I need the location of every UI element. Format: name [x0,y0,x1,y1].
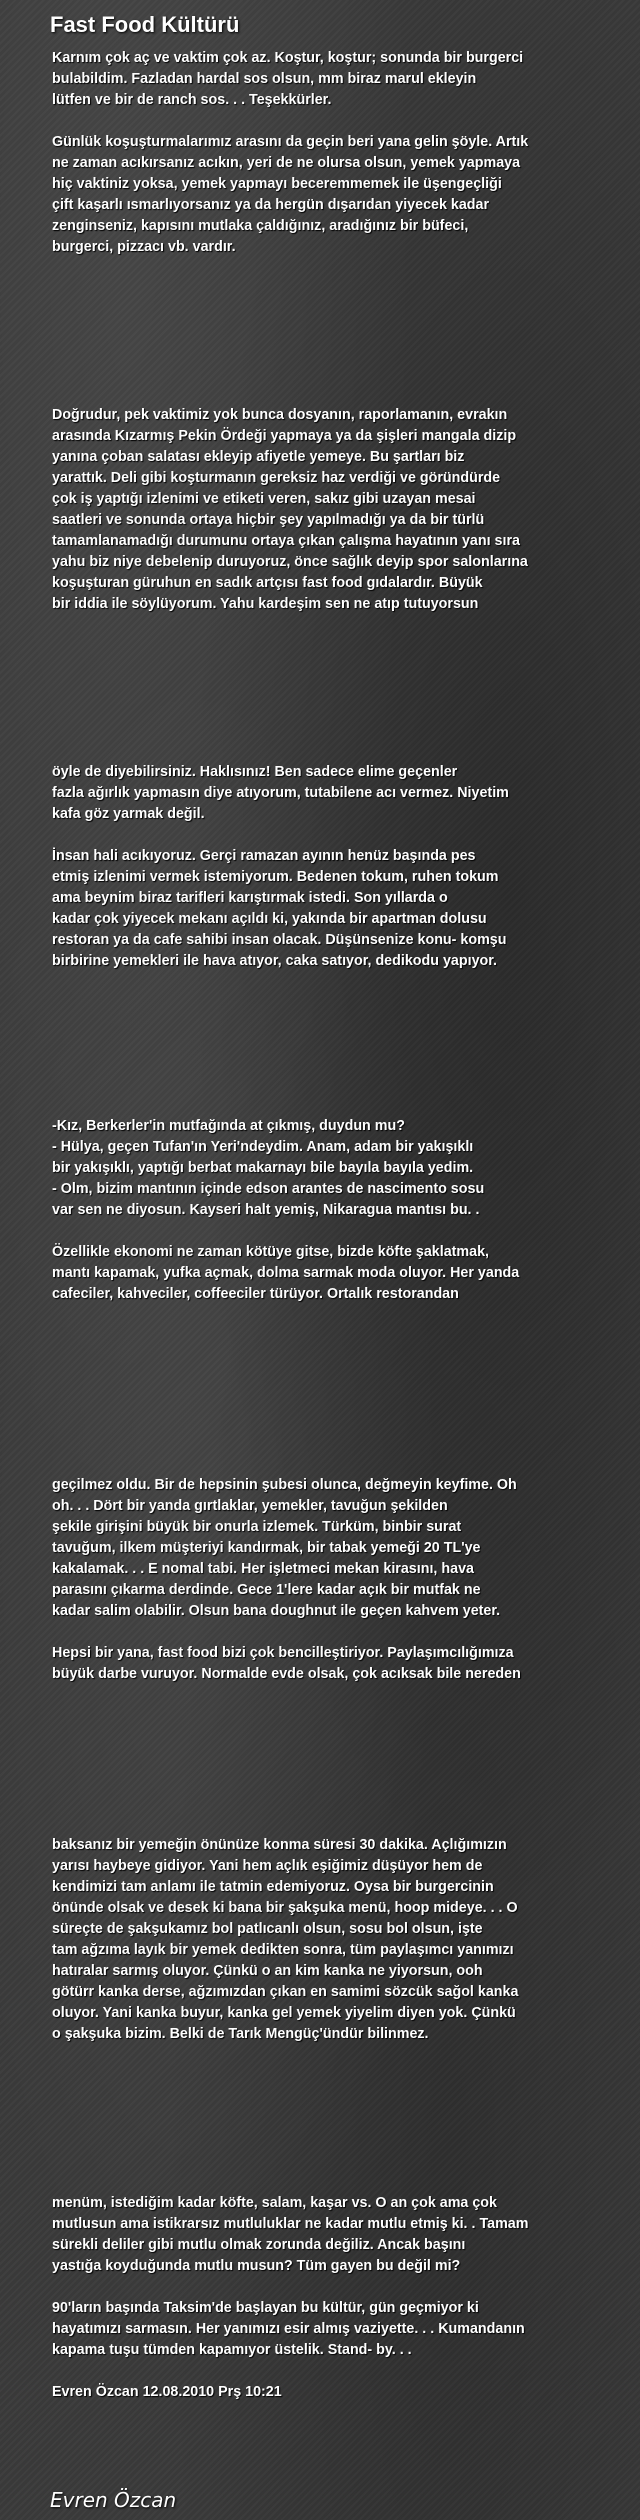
poem-block-3: öyle de diyebilirsiniz. Haklısınız! Ben sadece elime geçenler fazla ağırlık yapmasın diye atıyorum, tutabilene acı vermez. Niyetim kafa göz yarmak değil. İnsan hali acıkıyoruz. Gerçi ramazan ayının henüz başında pes etmiş izlenimi vermek istemiyorum. Bedenen tokum, ruhen tokum ama beynim biraz tarifleri karıştırmak istedi. Son yıllarda o kadar çok yiyecek mekanı açıldı ki, yakında bir apartman dolusu restoran ya da cafe sahibi insan olacak. Düşünsenize konu- komşu birbirine yemekleri ile hava atıyor, caka satıyor, dedikodu yapıyor. [52,764,509,969]
poem-title: Fast Food Kültürü [50,12,240,37]
poem-block-2: Doğrudur, pek vaktimiz yok bunca dosyanın, raporlamanın, evrakın arasında Kızarmış Pekin Ördeği yapmaya ya da şişleri mangala dizip yanına çoban salatası ekleyip afiyetle yemeye. Bu şartları biz yarattık. Deli gibi koşturmanın gereksiz haz verdiği ve göründürde çok iş yaptığı izlenimi ve etiketi veren, sakız gibi uzayan mesai saatleri ve sonunda ortaya hiçbir şey yapılmadığı ya da bir türlü tamamlanamadığı durumunu ortaya çıkan çalışma hayatının yanı sıra yahu biz niye debelenip duruyoruz, önce sağlık deyip spor salonlarına koşuşturan güruhun en sadık artçısı fast food gıdalardır. Büyük bir iddia ile söylüyorum. Yahu kardeşim sen ne atıp tutuyorsun [52,407,528,612]
poem-block-6: baksanız bir yemeğin önünüze konma süresi 30 dakika. Açlığımızın yarısı haybeye gidiyor. Yani hem açlık eşiğimiz düşüyor hem de kendimizi tam anlamı ile tatmin edemiyoruz. Oysa bir burgercinin önünde olsak ve desek ki bana bir şakşuka menü, hoop mideye. . . O süreçte de şakşukamız bol patlıcanlı olsun, sosu bol olsun, işte tam ağzıma layık bir yemek dedikten sonra, tüm paylaşımcı yanımızı hatıralar sarmış oluyor. Çünkü o an kim kanka ne yiyorsun, ooh götürr kanka derse, ağzımızdan çıkan en samimi sözcük sağol kanka oluyor. Yani kanka buyur, kanka gel yemek yiyelim diyen yok. Çünkü o şakşuka bizim. Belki de Tarık Mengüç'ündür bilinmez. [52,1837,519,2042]
poem-block-4: -Kız, Berkerler'in mutfağında at çıkmış, duydun mu? - Hülya, geçen Tufan'ın Yeri'ndeydim. Anam, adam bir yakışıklı bir yakışıklı, yaptığı berbat makarnayı bile bayıla bayıla yedim. - Olm, bizim mantının içinde edson arantes de nascimento sosu var sen ne diyosun. Kayseri halt yemiş, Nikaragua mantısı bu. . Özellikle ekonomi ne zaman kötüye gitse, bizde köfte şaklatmak, mantı kapamak, yufka açmak, dolma sarmak moda oluyor. Her yanda cafeciler, kahveciler, coffeeciler türüyor. Ortalık restorandan [52,1118,520,1302]
poem-block-7: menüm, istediğim kadar köfte, salam, kaşar vs. O an çok ama çok mutlusun ama istikrarsız mutluluklar ne kadar mutlu etmiş ki. . Tamam sürekli deliler gibi mutlu olmak zorunda değiliz. Ancak başını yastığa koyduğunda mutlu musun? Tüm gayen bu değil mi? 90'ların başında Taksim'de başlayan bu kültür, gün geçmiyor ki hayatımızı sarmasın. Her yanımızı esir almış vaziyette. . . Kumandanın kapama tuşu tümden kapamıyor üstelik. Stand- by. . . Evren Özcan 12.08.2010 Prş 10:21 [52,2195,529,2400]
poem-block-5: geçilmez oldu. Bir de hepsinin şubesi olunca, değmeyin keyfime. Oh oh. . . Dört bir yanda gırtlaklar, yemekler, tavuğun şekilden şekile girişini büyük bir onurla izlemek. Türküm, binbir surat tavuğum, ilkem müşteriyi kandırmak, bir tabak yemeği 20 TL'ye kakalamak. . . E nomal tabi. Her işletmeci mekan kirasını, hava parasını çıkarma derdinde. Gece 1'lere kadar açık bir mutfak ne kadar salim olabilir. Olsun bana doughnut ile geçen kahvem yeter. Hepsi bir yana, fast food bizi çok bencilleştiriyor. Paylaşımcılığımıza büyük darbe vuruyor. Normalde evde olsak, çok acıksak bile nereden [52,1477,521,1682]
poem-block-1: Karnım çok aç ve vaktim çok az. Koştur, koştur; sonunda bir burgerci bulabildim. Fazladan hardal sos olsun, mm biraz marul ekleyin lütfen ve bir de ranch sos. . . Teşekkürler. Günlük koşuşturmalarımız arasını da geçin beri yana gelin şöyle. Artık ne zaman acıkırsanız acıkın, yeri de ne olursa olsun, yemek yapmaya hiç vaktiniz yoksa, yemek yapmayı beceremmemek ile üşengeçliği çift kaşarlı ısmarlıyorsanız ya da hergün dışarıdan yiyecek kadar zenginseniz, kapısını mutlaka çaldığınız, aradığınız bir büfeci, burgerci, pizzacı vb. vardır. [52,50,529,255]
author-signature: Evren Özcan [50,2488,177,2512]
